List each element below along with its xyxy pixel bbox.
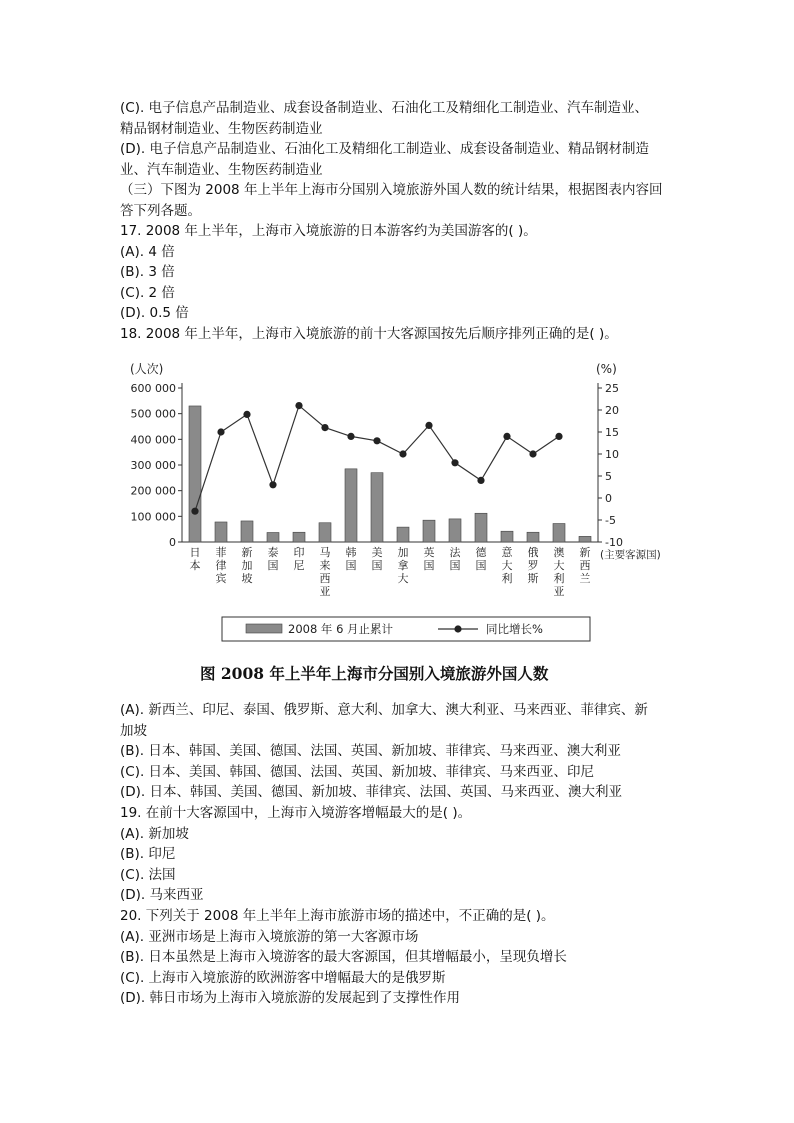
category-label-澳大利亚: 澳大利亚 [553,546,565,598]
growth-point-加拿大 [399,450,406,457]
growth-point-澳大利亚 [555,433,562,440]
lines_bottom-line: 加坡 [120,722,147,739]
category-label-印尼: 印尼 [293,546,305,572]
bar-泰国 [267,533,279,542]
lines_bottom-line: (A). 新西兰、印尼、泰国、俄罗斯、意大利、加拿大、澳大利亚、马来西亚、菲律宾、新 [120,702,648,718]
right-tick-label: 10 [605,448,619,461]
category-label-美国: 美国 [371,546,383,572]
lines_bottom-line: (A). 亚洲市场是上海市入境旅游的第一大客源市场 [120,928,419,945]
lines_bottom-line: 19. 在前十大客源国中，上海市入境游客增幅最大的是( )。 [120,805,472,821]
bar-意大利 [501,531,513,542]
lines_top-line: (C). 电子信息产品制造业、成套设备制造业、石油化工及精细化工制造业、汽车制造业、 [120,100,649,116]
category-label-意大利: 意大利 [501,546,513,585]
bar-日本 [189,406,201,542]
growth-point-泰国 [269,481,276,488]
lines_bottom-line: (B). 日本虽然是上海市入境游客的最大客源国，但其增幅最小，呈现负增长 [120,949,567,966]
category-label-俄罗斯: 俄罗斯 [527,546,539,585]
bar-印尼 [293,532,305,542]
chart-svg [120,355,680,700]
lines_bottom-line: (D). 韩日市场为上海市入境旅游的发展起到了支撑性作用 [120,990,461,1007]
growth-point-美国 [373,437,380,444]
lines_top-line: 精品钢材制造业、生物医药制造业 [120,120,323,137]
lines_bottom-line: (A). 新加坡 [120,825,189,842]
category-label-泰国: 泰国 [267,546,279,572]
right-tick-label: 25 [605,382,619,395]
left-tick-label: 0 [169,536,176,549]
bar-新加坡 [241,521,253,542]
growth-point-新加坡 [243,411,250,418]
category-label-英国: 英国 [423,546,435,572]
category-label-日本: 日本 [189,546,201,572]
growth-point-法国 [451,459,458,466]
bar-韩国 [345,469,357,542]
right-unit-label: (%) [596,362,617,376]
lines_bottom-line: (B). 印尼 [120,846,176,863]
category-label-新西兰: 新西兰 [579,546,591,585]
left-unit-label: (人次) [130,362,164,376]
x-axis-note: (主要客源国) [600,549,661,561]
lines_top-line: (C). 2 倍 [120,284,175,301]
lines_bottom-line: (D). 日本、韩国、美国、德国、新加坡、菲律宾、法国、英国、马来西亚、澳大利亚 [120,784,623,801]
growth-point-英国 [425,422,432,429]
growth-point-印尼 [295,402,302,409]
lines_top-line: 17. 2008 年上半年，上海市入境旅游的日本游客约为美国游客的( )。 [120,223,537,239]
legend-line-label: 同比增长% [486,622,543,636]
category-label-菲律宾: 菲律宾 [215,546,227,585]
lines_bottom-line: (D). 马来西亚 [120,887,204,904]
bar-新西兰 [579,536,591,542]
growth-point-韩国 [347,433,354,440]
lines_bottom-line: 20. 下列关于 2008 年上半年上海市旅游市场的描述中，不正确的是( )。 [120,908,555,924]
lines_top-line: （三）下图为 2008 年上半年上海市分国别入境旅游外国人数的统计结果，根据图表内容回 [120,182,663,198]
bar-德国 [475,513,487,542]
left-tick-label: 300 000 [130,459,176,472]
category-label-新加坡: 新加坡 [241,546,253,585]
legend-line-marker [454,625,461,632]
left-tick-label: 600 000 [130,382,176,395]
lines_bottom-line: (C). 上海市入境旅游的欧洲游客中增幅最大的是俄罗斯 [120,969,446,986]
lines_bottom-line: (C). 日本、美国、韩国、德国、法国、英国、新加坡、菲律宾、马来西亚、印尼 [120,763,595,780]
right-tick-label: 15 [605,426,619,439]
growth-point-马来西亚 [321,424,328,431]
left-tick-label: 500 000 [130,407,176,421]
right-tick-label: 20 [605,404,619,417]
figure-title: 图 2008 年上半年上海市分国别入境旅游外国人数 [200,664,549,683]
right-tick-label: -5 [605,514,616,527]
category-label-法国: 法国 [449,546,461,572]
lines_bottom-line: (C). 法国 [120,866,176,883]
growth-point-菲律宾 [217,428,224,435]
bar-法国 [449,519,461,542]
lines_top-line: (D). 0.5 倍 [120,305,189,321]
tourist-chart [120,355,680,700]
growth-point-意大利 [503,433,510,440]
lines_top-line: (B). 3 倍 [120,264,175,280]
bar-英国 [423,520,435,542]
left-tick-label: 200 000 [130,484,176,498]
bar-菲律宾 [215,522,227,542]
right-tick-label: -10 [605,536,623,549]
category-label-马来西亚: 马来西亚 [319,546,331,598]
right-tick-label: 0 [605,492,612,505]
growth-point-日本 [191,508,198,515]
lines_top-line: (A). 4 倍 [120,243,175,260]
left-tick-label: 100 000 [130,510,176,524]
bar-澳大利亚 [553,524,565,542]
legend-bar-swatch [246,624,282,633]
category-label-加拿大: 加拿大 [397,546,409,585]
lines_top-line: 业、汽车制造业、生物医药制造业 [120,161,323,178]
growth-point-德国 [477,477,484,484]
category-label-韩国: 韩国 [345,546,357,572]
left-tick-label: 400 000 [130,433,176,447]
bar-马来西亚 [319,523,331,542]
lines_top-line: 答下列各题。 [120,202,201,219]
growth-point-俄罗斯 [529,450,536,457]
lines_top-line: 18. 2008 年上半年，上海市入境旅游的前十大客源国按先后顺序排列正确的是( )。 [120,325,618,342]
bar-加拿大 [397,527,409,542]
bar-俄罗斯 [527,532,539,542]
lines_top-line: (D). 电子信息产品制造业、石油化工及精细化工制造业、成套设备制造业、精品钢材制造 [120,141,650,157]
bar-美国 [371,473,383,542]
category-label-德国: 德国 [475,546,487,572]
right-tick-label: 5 [605,470,612,483]
legend-bar-label: 2008 年 6 月止累计 [288,622,394,636]
lines_bottom-line: (B). 日本、韩国、美国、德国、法国、英国、新加坡、菲律宾、马来西亚、澳大利亚 [120,743,621,760]
